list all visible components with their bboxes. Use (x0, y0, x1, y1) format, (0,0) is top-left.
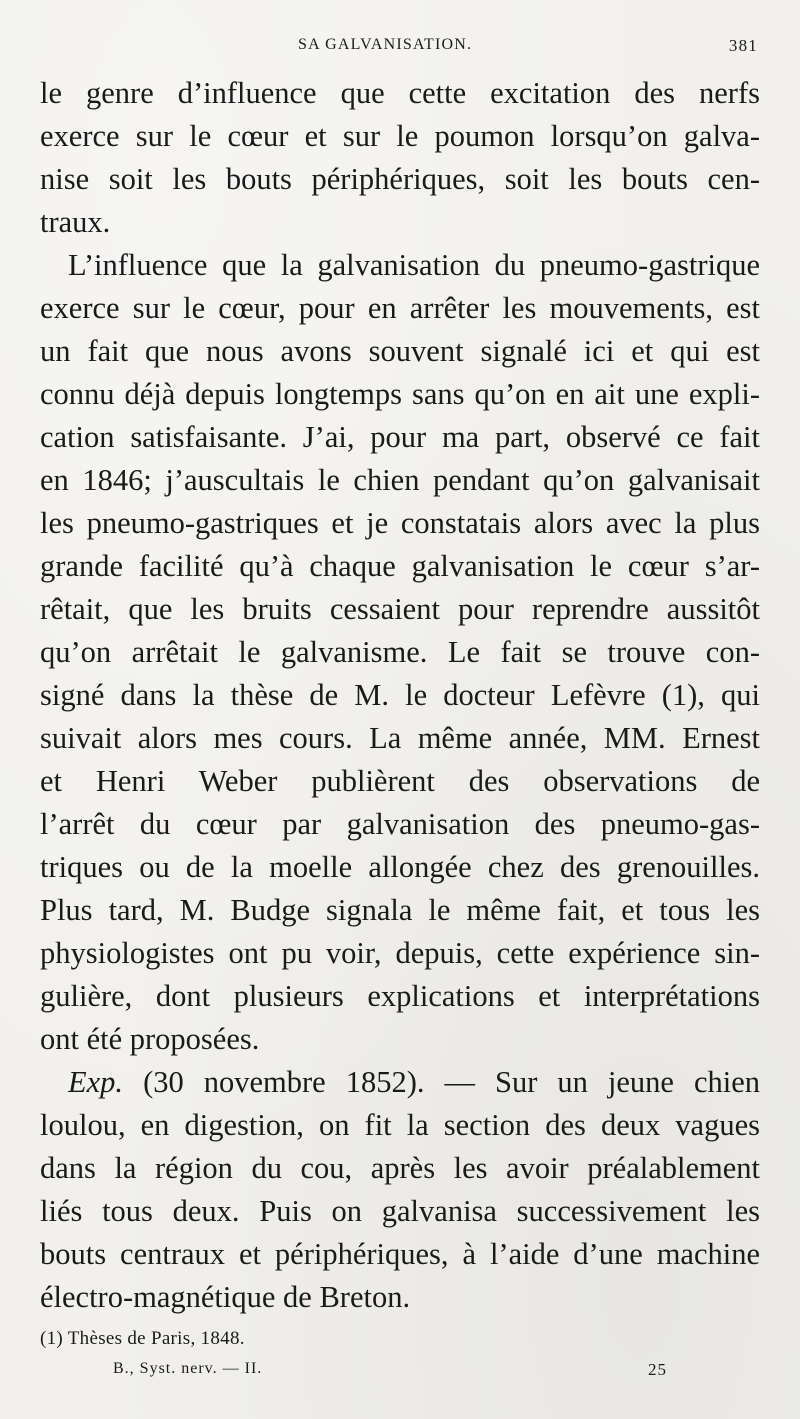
text-line: traux. (40, 205, 111, 239)
text-line: Plus tard, M. Budge signala le même fait, et tous les (40, 893, 760, 927)
text-line: triques ou de la moelle allongée chez des grenouilles. (40, 850, 760, 884)
running-title: SA GALVANISATION. (298, 36, 473, 53)
text-line: liés tous deux. Puis on galvanisa successivement les (40, 1194, 760, 1228)
experiment-first-line (40, 1061, 760, 1104)
footnote: (1) Thèses de Paris, 1848. (40, 1328, 245, 1349)
text-line: nise soit les bouts périphériques, soit les bouts cen- (40, 162, 760, 196)
book-page (40, 0, 760, 1419)
printer-signature: B., Syst. nerv. — II. (113, 1360, 263, 1377)
text-line: exerce sur le cœur et sur le poumon lorsqu’on galva- (40, 119, 760, 153)
text-line: dans la région du cou, après les avoir préalablement (40, 1151, 760, 1185)
text-line: physiologistes ont pu voir, depuis, cette expérience sin- (40, 936, 760, 970)
text-line: loulou, en digestion, on fit la section des deux vagues (40, 1108, 760, 1142)
signature-number: 25 (648, 1360, 667, 1379)
text-line: l’arrêt du cœur par galvanisation des pneumo-gas- (40, 807, 760, 841)
text-line: cation satisfaisante. J’ai, pour ma part, observé ce fait (40, 420, 760, 454)
text-line: exerce sur le cœur, pour en arrêter les mouvements, est (40, 291, 760, 325)
text-line: les pneumo-gastriques et je constatais alors avec la plus (40, 506, 760, 540)
text-line: qu’on arrêtait le galvanisme. Le fait se trouve con- (40, 635, 760, 669)
running-head (40, 36, 760, 60)
text-line: électro-magnétique de Breton. (40, 1280, 411, 1314)
page-number: 381 (728, 36, 758, 55)
experiment-first-line-text: (30 novembre 1852). — Sur un jeune chien (143, 1065, 760, 1099)
text-line: rêtait, que les bruits cessaient pour reprendre aussitôt (40, 592, 760, 626)
text-line: bouts centraux et périphériques, à l’aide d’une machine (40, 1237, 760, 1271)
text-line: connu déjà depuis longtemps sans qu’on en ait une expli- (40, 377, 760, 411)
text-line: signé dans la thèse de M. le docteur Lefèvre (1), qui (40, 678, 760, 712)
text-line: suivait alors mes cours. La même année, MM. Ernest (40, 721, 760, 755)
text-line: en 1846; j’auscultais le chien pendant qu’on galvanisait (40, 463, 760, 497)
text-line: un fait que nous avons souvent signalé ici et qui est (40, 334, 760, 368)
text-line: et Henri Weber publièrent des observations de (40, 764, 760, 798)
text-line: L’influence que la galvanisation du pneumo-gastrique (68, 248, 760, 282)
text-line: ont été proposées. (40, 1022, 260, 1056)
body-text (40, 72, 760, 1319)
text-line: grande facilité qu’à chaque galvanisation le cœur s’ar- (40, 549, 760, 583)
text-line: le genre d’influence que cette excitation des nerfs (40, 76, 760, 110)
text-line: gulière, dont plusieurs explications et interprétations (40, 979, 760, 1013)
experiment-label: Exp. (68, 1065, 124, 1099)
signature-line (40, 1360, 760, 1384)
